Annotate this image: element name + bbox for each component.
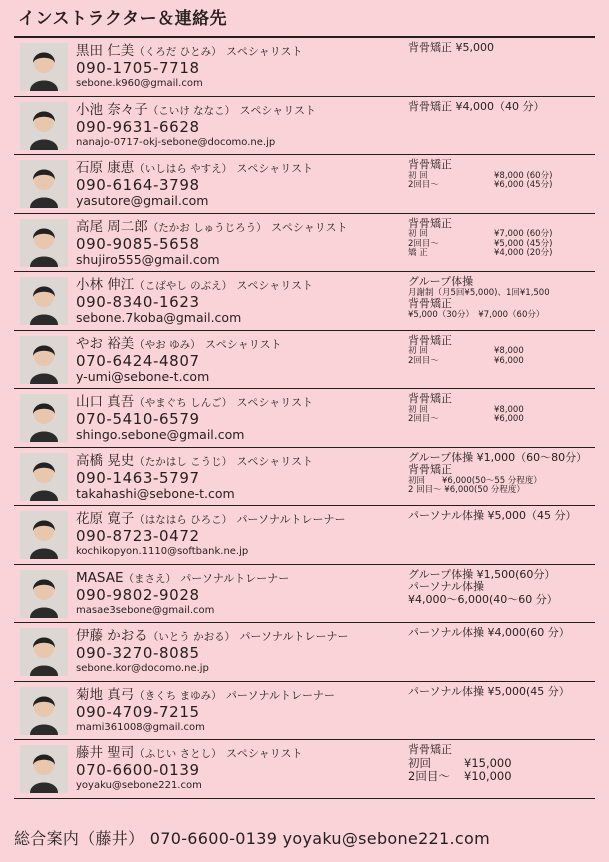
price-line: グループ体操 — [408, 275, 474, 288]
general-contact-phone[interactable]: 070-6600-0139 — [149, 829, 278, 848]
instructor-kana: （たかはし こうじ） — [134, 455, 233, 468]
instructor-email[interactable]: shujiro555@gmail.com — [76, 251, 220, 267]
instructor-name-line — [76, 43, 406, 60]
instructor-name-line — [76, 745, 406, 762]
instructor-phone[interactable]: 090-6164-3798 — [76, 176, 200, 194]
instructor-name-line — [76, 394, 406, 411]
instructor-phone[interactable]: 090-3270-8085 — [76, 644, 200, 662]
instructor-info — [76, 219, 406, 267]
price-value: ¥6,000 — [494, 355, 524, 366]
price-line: 背骨矯正 — [408, 297, 452, 310]
instructor-phone[interactable]: 070-6424-4807 — [76, 351, 200, 370]
general-contact-email[interactable]: yoyaku@sebone221.com — [282, 829, 490, 848]
instructor-pricing — [408, 452, 595, 496]
general-contact — [14, 826, 595, 849]
instructor-role: スペシャリスト — [204, 337, 282, 351]
instructor-name: 山口 真吾 — [76, 394, 135, 410]
instructor-name-line — [76, 336, 406, 353]
price-label: 初回 — [408, 755, 431, 770]
instructor-photo — [20, 336, 68, 384]
price-value: ¥6,000 (45分) — [494, 180, 553, 190]
instructor-photo — [20, 102, 68, 150]
instructor-row — [14, 506, 595, 565]
instructor-pricing — [408, 627, 595, 640]
instructor-photo — [20, 687, 68, 735]
instructor-role: スペシャリスト — [239, 103, 316, 117]
instructor-row — [14, 740, 595, 799]
instructor-pricing — [408, 335, 595, 367]
instructor-kana: （こいけ ななこ） — [147, 104, 236, 117]
instructor-role: スペシャリスト — [236, 396, 313, 409]
instructor-phone[interactable]: 090-9085-5658 — [76, 234, 200, 253]
instructor-pricing — [408, 686, 595, 699]
instructor-phone[interactable]: 090-8340-1623 — [76, 293, 200, 311]
instructor-kana: （やまぐち しんご） — [134, 397, 233, 409]
instructor-row — [14, 682, 595, 741]
price-table-row — [408, 357, 595, 367]
instructor-info — [76, 511, 406, 559]
price-value: ¥7,000 (60分) — [494, 229, 553, 239]
price-label: 2回目〜 — [408, 355, 439, 366]
price-value: ¥6,000 — [494, 414, 524, 424]
instructor-pricing — [408, 569, 595, 607]
instructor-row — [14, 214, 595, 273]
instructor-info — [76, 336, 406, 384]
instructor-email[interactable]: masae3sebone@gmail.com — [76, 604, 215, 616]
general-contact-label: 総合案内（藤井） — [14, 829, 145, 848]
instructor-name-line — [76, 219, 406, 236]
instructor-phone[interactable]: 090-9631-6628 — [76, 117, 200, 136]
instructor-role: スペシャリスト — [236, 454, 313, 468]
instructor-name: 黒田 仁美 — [76, 43, 135, 59]
price-table-row — [408, 757, 595, 770]
instructor-pricing — [408, 510, 595, 523]
instructor-phone[interactable]: 090-9802-9028 — [76, 585, 200, 604]
instructor-name-line — [76, 160, 406, 177]
instructor-row — [14, 331, 595, 390]
instructor-pricing — [408, 744, 595, 783]
instructor-email[interactable]: sebone.k960@gmail.com — [76, 78, 203, 89]
instructor-list — [14, 38, 595, 799]
instructor-row — [14, 38, 595, 97]
instructor-photo — [20, 628, 68, 676]
instructor-name: 伊藤 かおる — [76, 628, 148, 644]
price-line: 背骨矯正 ¥5,000 — [408, 41, 494, 54]
price-line: 月謝制（月5回¥5,000)、1回¥1,500 — [408, 287, 550, 298]
page-title: インストラクター＆連絡先 — [18, 9, 228, 29]
instructor-photo — [20, 394, 68, 442]
price-line: パーソナル体操 — [408, 580, 485, 593]
price-line: 背骨矯正 — [408, 463, 452, 476]
price-label: 初 回 — [408, 404, 428, 415]
instructor-role: スペシャリスト — [225, 747, 303, 760]
instructor-email[interactable]: y-umi@sebone-t.com — [76, 368, 210, 384]
instructor-email[interactable]: mami361008@gmail.com — [76, 721, 205, 733]
price-line: 背骨矯正 — [408, 216, 452, 230]
instructor-name-line — [76, 511, 406, 528]
instructor-info — [76, 394, 406, 442]
instructor-photo — [20, 219, 68, 267]
instructor-name: 石原 康恵 — [76, 160, 135, 176]
instructor-row — [14, 155, 595, 214]
instructor-row — [14, 272, 595, 331]
instructor-phone[interactable]: 090-1463-5797 — [76, 468, 200, 487]
instructor-pricing — [408, 276, 595, 320]
price-label: 矯 正 — [408, 248, 428, 258]
instructor-email[interactable]: sebone.kor@docomo.ne.jp — [76, 663, 209, 674]
price-label: 2回目〜 — [408, 180, 439, 190]
instructor-email[interactable]: kochikopyon.1110@softbank.ne.jp — [76, 546, 249, 557]
instructor-row — [14, 389, 595, 448]
instructor-info — [76, 43, 406, 91]
instructor-kana: （くろだ ひとみ） — [134, 46, 222, 58]
instructor-name: 花原 寛子 — [76, 511, 135, 527]
instructor-pricing — [408, 42, 595, 55]
instructor-name-line — [76, 570, 406, 587]
instructor-kana: （こばやし のぶえ） — [134, 280, 233, 292]
instructor-kana: （いとう かおる） — [147, 631, 236, 643]
instructor-name-line — [76, 453, 406, 470]
price-line: 背骨矯正 — [408, 333, 452, 347]
instructor-email[interactable]: nanajo-0717-okj-sebone@docomo.ne.jp — [76, 136, 276, 148]
price-table-row — [408, 249, 595, 259]
instructor-row — [14, 448, 595, 507]
price-value: ¥8,000 — [494, 346, 524, 356]
instructor-role: スペシャリスト — [236, 279, 313, 292]
instructor-photo — [20, 745, 68, 793]
instructor-phone[interactable]: 090-8723-0472 — [76, 527, 200, 545]
instructor-name-line — [76, 277, 406, 294]
instructor-pricing — [408, 101, 595, 114]
instructor-phone[interactable]: 090-4709-7215 — [76, 702, 200, 721]
price-line: 背骨矯正 ¥4,000（40 分） — [408, 99, 545, 113]
instructor-name: 高尾 周二郎 — [76, 218, 148, 235]
instructor-email[interactable]: yoyaku@sebone221.com — [76, 780, 202, 791]
instructor-role: パーソナルトレーナー — [239, 630, 349, 643]
price-label: 2回目〜 — [408, 238, 439, 249]
price-line: パーソナル体操 ¥4,000(60 分） — [408, 626, 570, 639]
instructor-info — [76, 453, 406, 501]
price-label: 2回目〜 — [408, 414, 439, 424]
instructor-name: 藤井 聖司 — [76, 745, 135, 761]
instructor-pricing — [408, 159, 595, 191]
instructor-pricing — [408, 393, 595, 425]
instructor-row — [14, 565, 595, 624]
instructor-role: スペシャリスト — [225, 45, 303, 58]
instructor-kana: （まさえ） — [123, 572, 176, 585]
price-value: ¥4,000 (20分) — [494, 248, 553, 258]
price-line: 初回 ¥6,000(50〜55 分程度） — [408, 475, 542, 486]
instructor-photo — [20, 160, 68, 208]
price-label: 初 回 — [408, 229, 428, 239]
price-table-row — [408, 181, 595, 191]
instructor-role: パーソナルトレーナー — [236, 513, 346, 526]
price-line: 背骨矯正 — [408, 392, 452, 405]
instructor-kana: （はなはら ひろこ） — [134, 514, 233, 526]
instructor-phone[interactable]: 070-5410-6579 — [76, 410, 200, 428]
instructor-phone[interactable]: 070-6600-0139 — [76, 761, 200, 779]
instructor-kana: （たかお しゅうじろう） — [147, 221, 267, 234]
instructor-info — [76, 570, 406, 618]
instructor-name: 小林 伸江 — [76, 277, 135, 293]
instructor-name: MASAE — [76, 569, 124, 586]
instructor-name: 高橋 晃史 — [76, 452, 135, 469]
instructor-photo — [20, 43, 68, 91]
price-line: 背骨矯正 — [408, 158, 452, 171]
instructor-phone[interactable]: 090-1705-7718 — [76, 59, 200, 77]
instructor-name: やお 裕美 — [76, 335, 135, 352]
instructor-row — [14, 623, 595, 682]
price-line: グループ体操 ¥1,500(60分） — [408, 567, 556, 581]
instructor-photo — [20, 511, 68, 559]
instructor-info — [76, 160, 406, 208]
price-label: 2回目〜 — [408, 768, 450, 783]
instructor-name: 菊地 真弓 — [76, 686, 135, 703]
instructor-name-line — [76, 687, 406, 704]
instructor-name: 小池 奈々子 — [76, 101, 148, 118]
instructor-role: スペシャリスト — [236, 162, 313, 175]
price-line: 背骨矯正 — [408, 743, 452, 756]
price-table-row — [408, 415, 595, 425]
instructor-info — [76, 745, 406, 793]
instructor-name-line — [76, 628, 406, 645]
price-line: パーソナル体操 ¥5,000（45 分） — [408, 509, 577, 522]
price-table-row — [408, 770, 595, 783]
price-value: ¥15,000 — [464, 755, 512, 770]
instructor-kana: （きくち まゆみ） — [134, 689, 222, 702]
price-value: ¥10,000 — [464, 768, 512, 783]
instructor-pricing — [408, 218, 595, 259]
price-line: パーソナル体操 ¥5,000(45 分） — [408, 684, 570, 698]
price-label: 初 回 — [408, 346, 428, 356]
instructor-name-line — [76, 102, 406, 119]
price-line: ¥5,000（30分） ¥7,000（60分） — [408, 309, 545, 320]
price-line: ¥4,000〜6,000(40〜60 分） — [408, 592, 558, 606]
instructor-photo — [20, 570, 68, 618]
instructor-row — [14, 97, 595, 156]
instructor-email[interactable]: yasutore@gmail.com — [76, 193, 209, 208]
instructor-email[interactable]: takahashi@sebone-t.com — [76, 485, 235, 501]
price-value: ¥8,000 (60分) — [494, 170, 553, 181]
instructor-kana: （やお ゆみ） — [134, 338, 201, 351]
instructor-photo — [20, 453, 68, 501]
instructor-role: パーソナルトレーナー — [225, 688, 335, 702]
price-line: グループ体操 ¥1,000（60〜80分） — [408, 450, 588, 464]
instructor-email[interactable]: shingo.sebone@gmail.com — [76, 427, 245, 442]
instructor-info — [76, 277, 406, 325]
price-line: 2 回目〜 ¥6,000(50 分程度） — [408, 485, 525, 495]
instructor-role: スペシャリスト — [270, 220, 348, 234]
instructor-photo — [20, 277, 68, 325]
instructor-info — [76, 102, 406, 150]
price-value: ¥8,000 — [494, 404, 524, 415]
instructor-info — [76, 687, 406, 735]
price-label: 初 回 — [408, 170, 428, 181]
price-value: ¥5,000 (45分) — [494, 238, 553, 249]
instructor-role: パーソナルトレーナー — [180, 571, 290, 585]
instructor-info — [76, 628, 406, 676]
instructor-email[interactable]: sebone.7koba@gmail.com — [76, 310, 242, 325]
instructor-kana: （いしはら やすえ） — [134, 163, 233, 175]
instructor-kana: （ふじい さとし） — [134, 748, 222, 760]
